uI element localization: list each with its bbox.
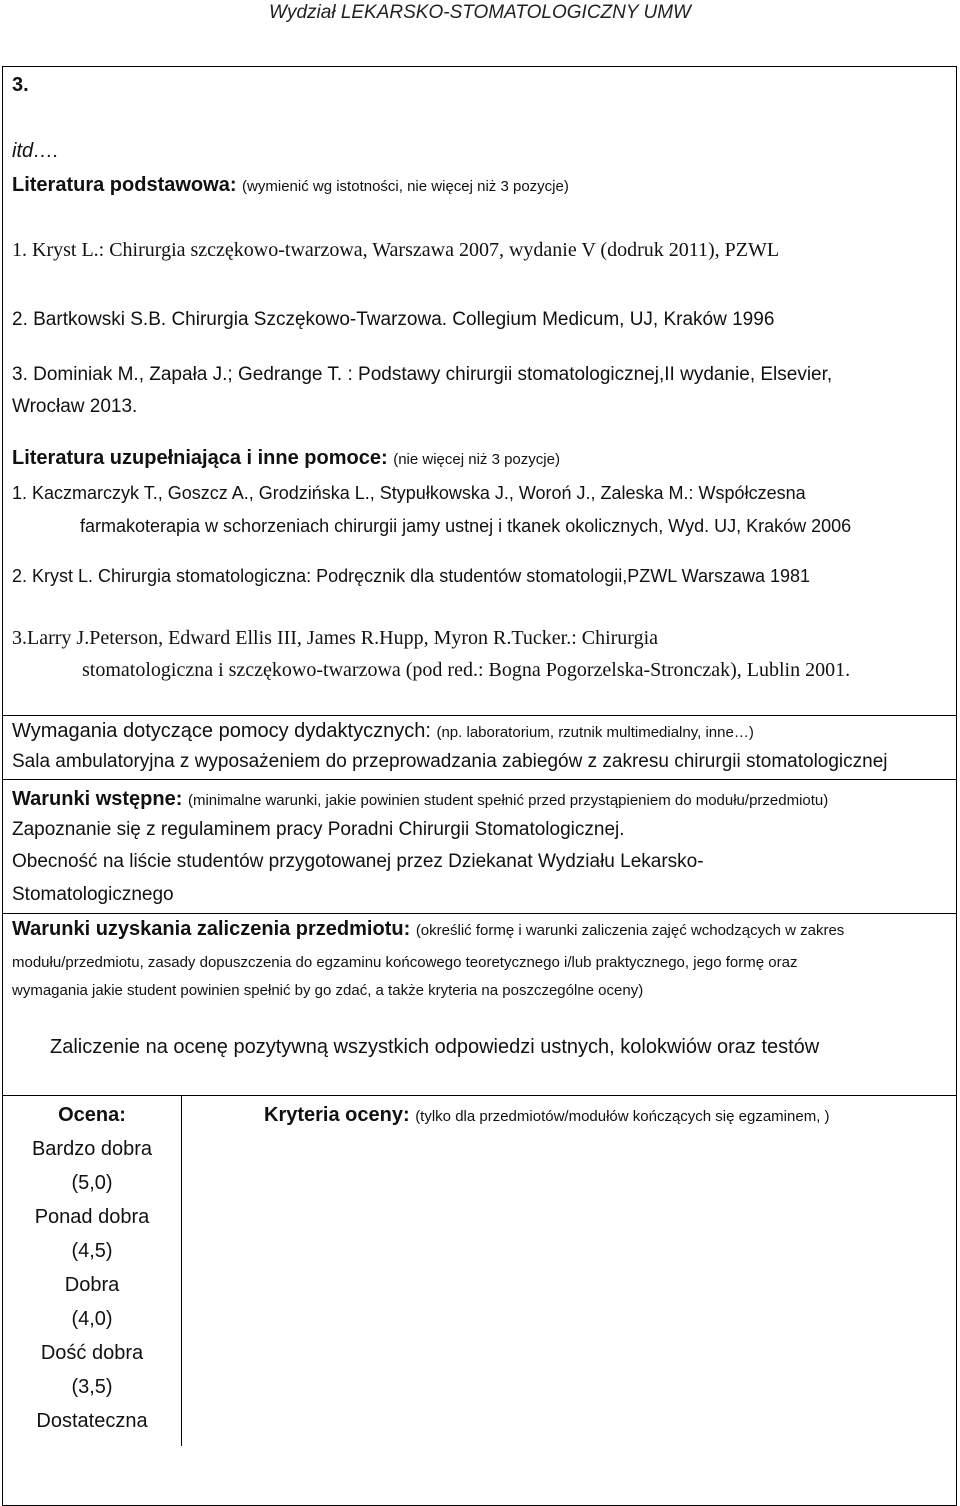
grade-sufficient: Dostateczna (36, 1410, 148, 1432)
grade-very-good-value: (5,0) (71, 1172, 113, 1194)
effect-item-3: 3. (12, 74, 29, 96)
lit-extra-item-1-line-2: farmakoterapia w schorzeniach chirurgii jamy ustnej i tkanek okolicznych, Wyd. UJ, Kraków 2006 (80, 516, 852, 536)
prerequisites-heading-row (12, 788, 828, 811)
lit-extra-item-2: 2. Kryst L. Chirurgia stomatologiczna: Podręcznik dla studentów stomatologii,PZWL Warszawa 1981 (12, 566, 811, 586)
teaching-aids-heading: Wymagania dotyczące pomocy dydaktycznych: (12, 720, 431, 742)
pass-conditions-note-1: (określić formę i warunki zaliczenia zajęć wchodzących w zakres (415, 922, 845, 939)
effect-itd: itd…. (12, 140, 59, 162)
lit-extra-item-3-line-1: 3.Larry J.Peterson, Edward Ellis III, James R.Hupp, Myron R.Tucker.: Chirurgia (12, 627, 659, 649)
prerequisites-line-2: Obecność na liście studentów przygotowanej przez Dziekanat Wydziału Lekarsko- (12, 851, 704, 872)
prerequisites-line-3: Stomatologicznego (12, 884, 174, 905)
grade-good-value: (4,0) (71, 1308, 113, 1330)
lit-basic-note: (wymienić wg istotności, nie więcej niż 3 pozycje) (242, 178, 569, 195)
teaching-aids-heading-row (12, 720, 754, 743)
lit-basic-item-2: 2. Bartkowski S.B. Chirurgia Szczękowo-Twarzowa. Collegium Medicum, UJ, Kraków 1996 (12, 309, 775, 330)
lit-extra-heading: Literatura uzupełniająca i inne pomoce: (12, 447, 388, 469)
lit-extra-item-3-line-2: stomatologiczna i szczękowo-twarzowa (pod red.: Bogna Pogorzelska-Stronczak), Lublin 2001. (82, 659, 851, 681)
lit-basic-item-3-line-1: 3. Dominiak M., Zapała J.; Gedrange T. : Podstawy chirurgii stomatologicznej,II wydanie, Elsevier, (12, 364, 833, 385)
pass-conditions-note-2: modułu/przedmiotu, zasady dopuszczenia do egzaminu końcowego teoretycznego i/lub praktycznego, jego formę oraz (12, 954, 798, 971)
pass-conditions-section (2, 914, 957, 1096)
pass-conditions-heading-row (12, 918, 844, 941)
lit-extra-note: (nie więcej niż 3 pozycje) (393, 451, 560, 468)
grade-header: Ocena: (58, 1104, 126, 1126)
pass-conditions-value: Zaliczenie na ocenę pozytywną wszystkich odpowiedzi ustnych, kolokwiów oraz testów (50, 1036, 820, 1058)
criteria-note: (tylko dla przedmiotów/modułów kończących się egzaminem, ) (415, 1108, 830, 1125)
lit-basic-item-1: 1. Kryst L.: Chirurgia szczękowo-twarzowa, Warszawa 2007, wydanie V (dodruk 2011), PZWL (12, 239, 780, 261)
prerequisites-note: (minimalne warunki, jakie powinien student spełnić przed przystąpieniem do modułu/przedmiotu) (187, 792, 829, 809)
grade-very-good: Bardzo dobra (31, 1138, 153, 1160)
lit-extra-item-1-line-1: 1. Kaczmarczyk T., Goszcz A., Grodzińska L., Stypułkowska J., Woroń J., Zaleska M.: Współczesna (12, 483, 806, 503)
prerequisites-line-1: Zapoznanie się z regulaminem pracy Poradni Chirurgii Stomatologicznej. (12, 819, 625, 840)
grade-above-good-value: (4,5) (71, 1240, 113, 1262)
grade-good: Dobra (64, 1274, 120, 1296)
lit-basic-item-3-line-2: Wrocław 2013. (12, 396, 138, 417)
teaching-aids-value: Sala ambulatoryjna z wyposażeniem do przeprowadzania zabiegów z zakresu chirurgii stomatologicznej (12, 751, 888, 772)
criteria-header-row (264, 1104, 830, 1127)
grade-column (2, 1096, 182, 1446)
lit-extra-heading-row (12, 447, 560, 470)
grade-fairly-good: Dość dobra (40, 1342, 144, 1364)
pass-conditions-heading: Warunki uzyskania zaliczenia przedmiotu: (12, 918, 411, 940)
prerequisites-section (2, 780, 957, 914)
page-header-title: Wydział LEKARSKO-STOMATOLOGICZNY UMW (269, 2, 691, 23)
lit-basic-heading: Literatura podstawowa: (12, 174, 237, 196)
grade-above-good: Ponad dobra (34, 1206, 150, 1228)
grade-fairly-good-value: (3,5) (71, 1376, 113, 1398)
teaching-aids-section (2, 716, 957, 780)
literature-section (2, 66, 957, 716)
prerequisites-heading: Warunki wstępne: (12, 788, 183, 810)
teaching-aids-note: (np. laboratorium, rzutnik multimedialny, inne…) (436, 724, 754, 741)
lit-basic-heading-row (12, 174, 569, 197)
criteria-header: Kryteria oceny: (264, 1104, 410, 1126)
pass-conditions-note-3: wymagania jakie student powinien spełnić by go zdać, a także kryteria na poszczególne oceny) (12, 982, 644, 999)
